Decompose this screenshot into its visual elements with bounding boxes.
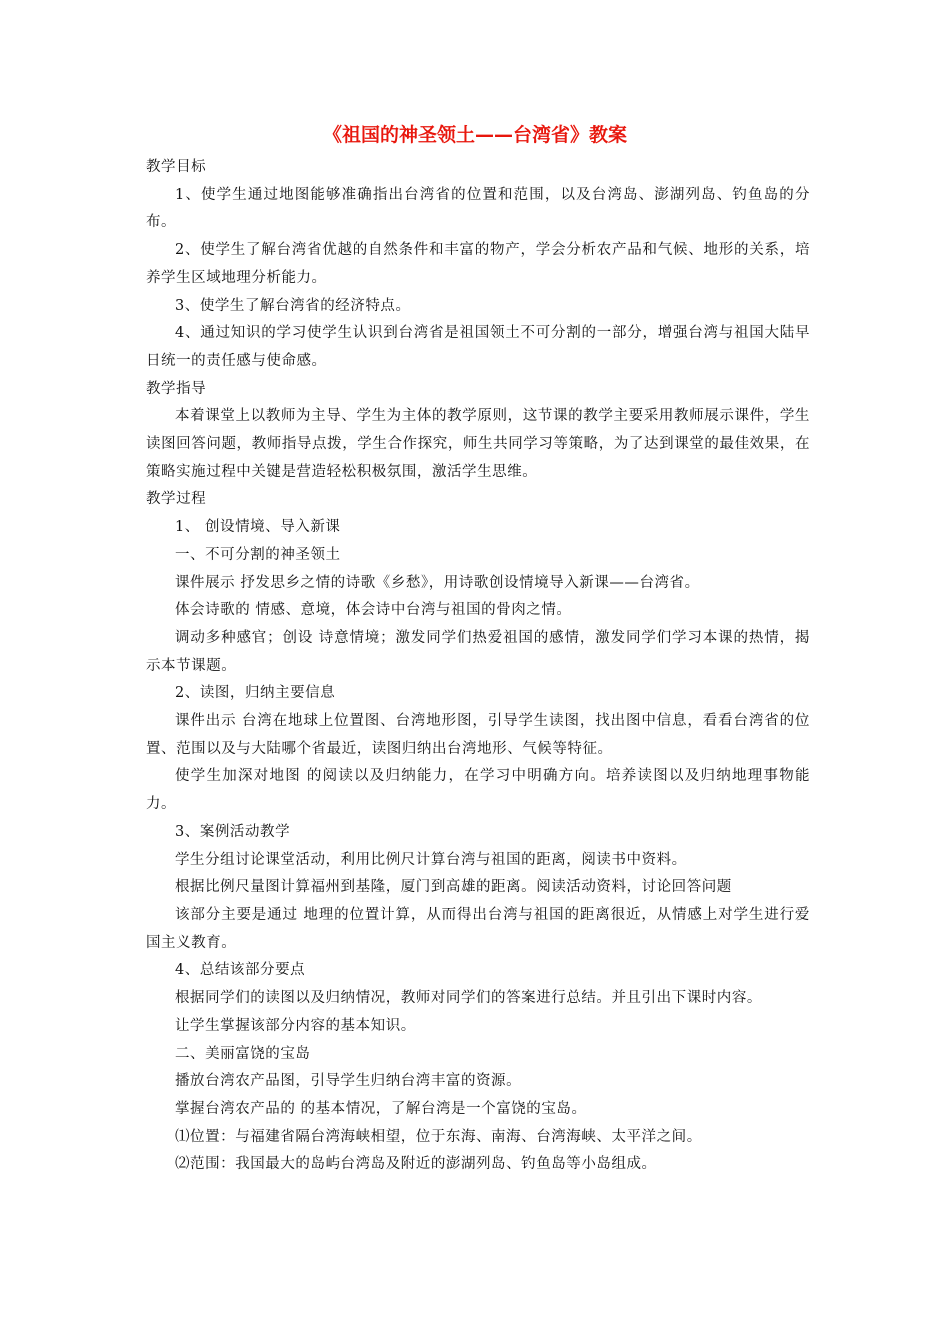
body-paragraph: 播放台湾农产品图，引导学生归纳台湾丰富的资源。 — [175, 1073, 522, 1090]
body-paragraph: 课件展示 抒发思乡之情的诗歌《乡愁》，用诗歌创设情境导入新课——台湾省。 — [175, 574, 700, 591]
body-paragraph: ⑵范围：我国最大的岛屿台湾岛及附近的澎湖列岛、钓鱼岛等小岛组成。 — [175, 1156, 657, 1173]
section-heading: 教学指导 — [146, 380, 207, 397]
body-paragraph: 掌握台湾农产品的 的基本情况，了解台湾是一个富饶的宝岛。 — [175, 1100, 587, 1117]
body-paragraph: 3、案例活动教学 — [175, 823, 291, 840]
body-paragraph: 调动多种感官；创设 诗意情境；激发同学们热爱祖国的感情，激发同学们学习本课的热情，揭示本节课题。 — [146, 629, 810, 674]
body-paragraph: 该部分主要是通过 地理的位置计算，从而得出台湾与祖国的距离很近，从情感上对学生进行爱国主义教育。 — [146, 906, 810, 951]
body-paragraph: 4、通过知识的学习使学生认识到台湾省是祖国领土不可分割的一部分，增强台湾与祖国大陆早日统一的责任感与使命感。 — [146, 325, 810, 369]
body-paragraph: 二、美丽富饶的宝岛 — [175, 1045, 311, 1062]
body-paragraph: ⑴位置：与福建省隔台湾海峡相望，位于东海、南海、台湾海峡、太平洋之间。 — [175, 1128, 702, 1145]
body-paragraph: 根据同学们的读图以及归纳情况，教师对同学们的答案进行总结。并且引出下课时内容。 — [175, 990, 762, 1007]
body-paragraph: 体会诗歌的 情感、意境，体会诗中台湾与祖国的骨肉之情。 — [175, 602, 572, 619]
section-heading: 教学目标 — [146, 159, 207, 175]
body-paragraph: 本着课堂上以教师为主导、学生为主体的教学原则，这节课的教学主要采用教师展示课件，学生读图回答问题，教师指导点拨，学生合作探究，师生共同学习等策略，为了达到课堂的最佳效果，在策略实施过程中关键是营造轻松积极氛围，激活学生思维。 — [146, 408, 810, 480]
body-paragraph: 使学生加深对地图 的阅读以及归纳能力，在学习中明确方向。培养读图以及归纳地理事物能力。 — [146, 768, 810, 813]
document-title: 《祖国的神圣领土——台湾省》教案 — [322, 124, 627, 146]
body-paragraph: 课件出示 台湾在地球上位置图、台湾地形图，引导学生读图，找出图中信息，看看台湾省的位置、范围以及与大陆哪个省最近，读图归纳出台湾地形、气候等特征。 — [146, 713, 810, 757]
body-paragraph: 让学生掌握该部分内容的基本知识。 — [175, 1017, 416, 1034]
body-paragraph: 1、使学生通过地图能够准确指出台湾省的位置和范围，以及台湾岛、澎湖列岛、钓鱼岛的分布。 — [146, 186, 810, 231]
body-paragraph: 根据比例尺量图计算福州到基隆，厦门到高雄的距离。阅读活动资料，讨论回答问题 — [175, 879, 732, 896]
section-heading: 教学过程 — [146, 491, 207, 508]
body-paragraph: 3、使学生了解台湾省的经济特点。 — [175, 297, 411, 314]
body-paragraph: 学生分组讨论课堂活动，利用比例尺计算台湾与祖国的距离，阅读书中资料。 — [175, 851, 687, 868]
body-paragraph: 1、 创设情境、导入新课 — [175, 519, 341, 536]
document-body — [146, 154, 810, 1179]
body-paragraph: 一、不可分割的神圣领土 — [175, 546, 341, 563]
body-paragraph: 4、总结该部分要点 — [175, 962, 306, 979]
body-paragraph: 2、读图，归纳主要信息 — [175, 685, 336, 702]
body-paragraph: 2、使学生了解台湾省优越的自然条件和丰富的物产，学会分析农产品和气候、地形的关系，培养学生区域地理分析能力。 — [146, 242, 810, 286]
